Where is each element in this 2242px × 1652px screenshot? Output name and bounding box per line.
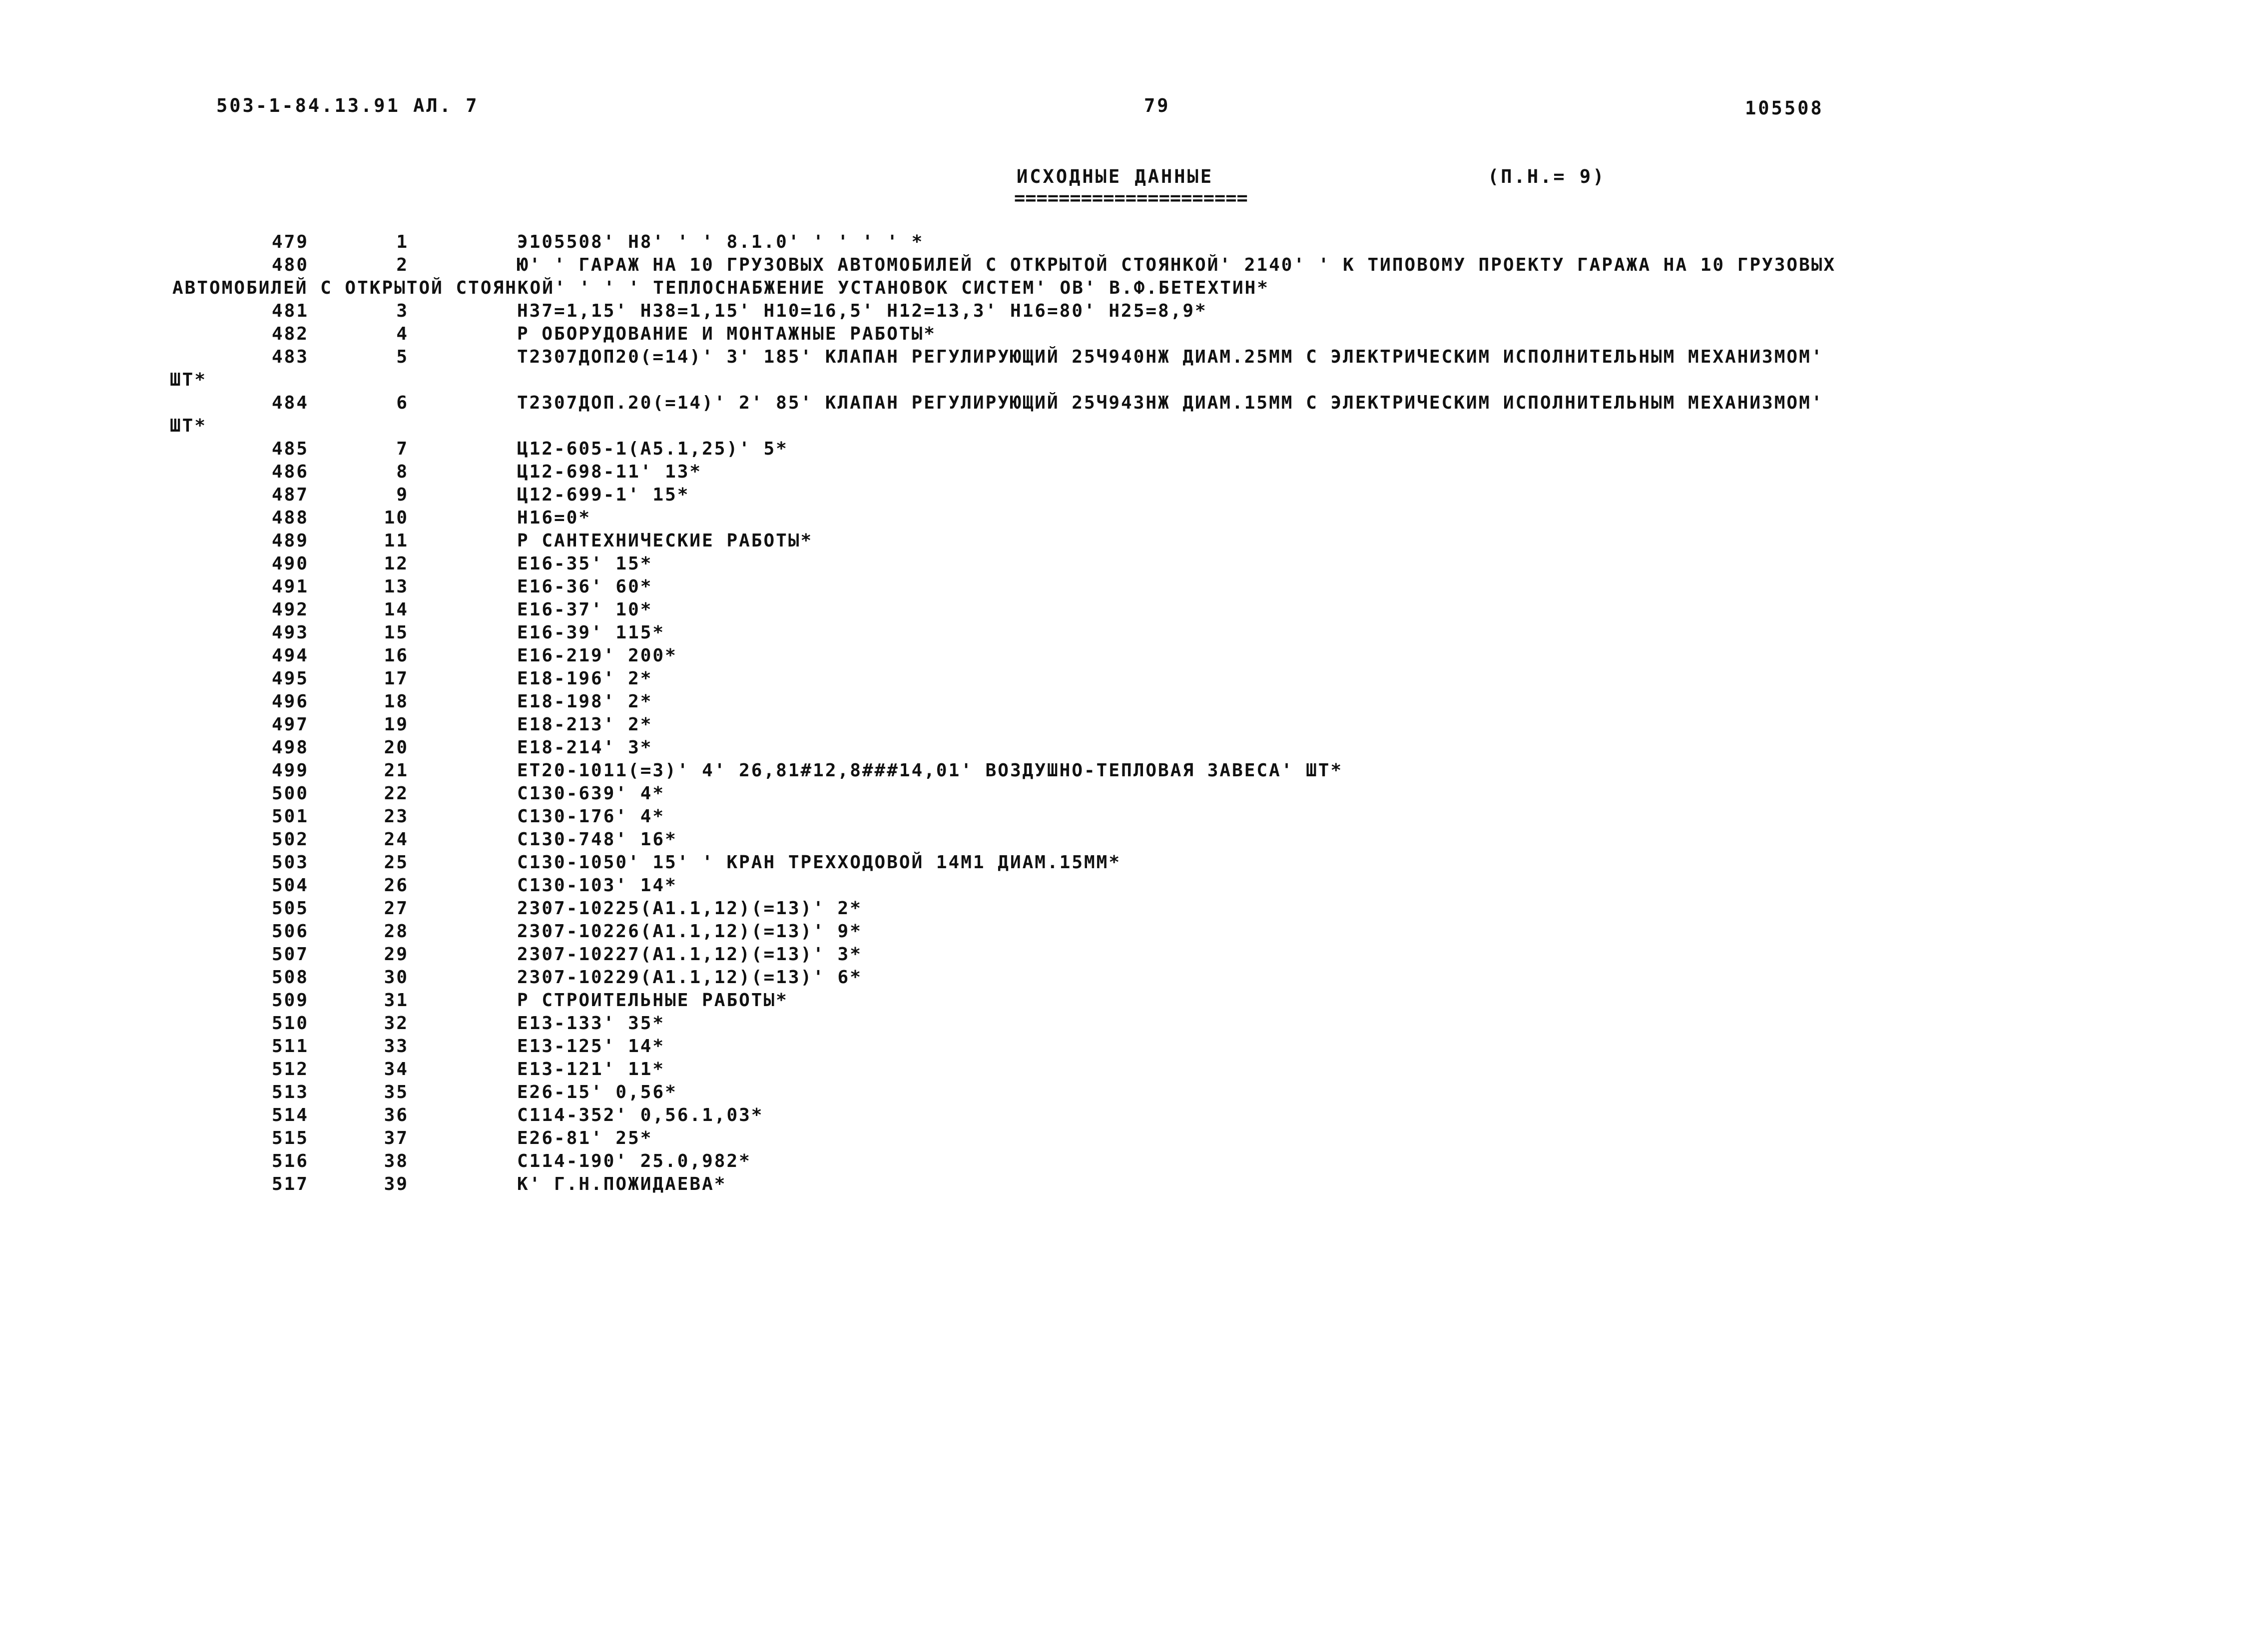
record-text-line: 2307-10225(А1.1,12)(=13)' 2* [517,898,862,919]
record-text [517,1151,751,1171]
listing-row [0,851,2242,874]
listing-row [0,1012,2242,1035]
record-text [517,714,652,735]
sequence-number: 14 [384,599,409,620]
listing-row [0,438,2242,461]
record-continuation: ШТ* [170,370,207,390]
line-number: 499 [271,760,309,781]
sequence-number: 13 [384,576,409,597]
listing-row [0,1127,2242,1150]
listing-row [0,575,2242,598]
record-text [517,737,652,758]
record-text [517,944,862,965]
listing-row [0,598,2242,621]
record-text [517,760,1343,781]
sequence-number: 34 [384,1059,409,1080]
record-text-line: Т2307ДОП20(=14)' 3' 185' КЛАПАН РЕГУЛИРУЮЩИЙ 25Ч940НЖ ДИАМ.25ММ С ЭЛЕКТРИЧЕСКИМ ИСПОЛНИТЕЛЬНЫМ МЕХАНИЗМОМ' [517,347,1824,367]
sequence-number: 10 [384,508,409,528]
record-text [517,691,652,712]
record-text-line: Ц12-698-11' 13* [517,462,702,482]
line-number: 503 [271,852,309,873]
record-text [517,324,936,344]
sequence-number: 26 [384,875,409,896]
line-number: 512 [271,1059,309,1080]
sequence-number: 36 [384,1105,409,1125]
sequence-number: 12 [384,553,409,574]
sequence-number: 3 [396,301,409,321]
listing-row [0,392,2242,438]
line-number: 513 [271,1082,309,1102]
record-text-line: Е16-36' 60* [517,576,653,597]
line-number: 509 [271,990,309,1011]
sequence-number: 7 [396,439,409,459]
record-text [517,783,665,804]
record-text-line: Е13-125' 14* [517,1036,665,1057]
document-number: 105508 [1745,97,1824,119]
record-text [517,1128,652,1148]
record-text-line: Ц12-699-1' 15* [517,485,690,505]
line-number: 495 [271,668,309,689]
listing-row [0,1081,2242,1104]
sequence-number: 16 [384,645,409,666]
record-text [517,829,677,850]
sequence-number: 30 [384,967,409,988]
record-text-line: С130-1050' 15' ' КРАН ТРЕХХОДОВОЙ 14М1 ДИАМ.15ММ* [517,852,1121,873]
line-number: 485 [271,439,309,459]
record-continuation: АВТОМОБИЛЕЙ С ОТКРЫТОЙ СТОЯНКОЙ' ' ' ' ТЕПЛОСНАБЖЕНИЕ УСТАНОВОК СИСТЕМ' ОВ' В.Ф.БЕТЕХТИН* [172,278,1269,298]
record-text [0,347,2242,392]
record-text [517,668,652,689]
record-text [517,990,788,1011]
record-text [517,1082,677,1102]
line-number: 506 [271,921,309,942]
line-number: 487 [271,485,309,505]
sequence-number: 20 [384,737,409,758]
listing-row [0,828,2242,851]
line-number: 498 [271,737,309,758]
record-text [517,875,677,896]
page-number: 79 [1144,95,1170,116]
record-text-line: 2307-10227(А1.1,12)(=13)' 3* [517,944,862,965]
record-text-line: Е13-133' 35* [517,1013,665,1034]
listing-row [0,300,2242,323]
line-number: 514 [271,1105,309,1125]
listing-row [0,874,2242,897]
sequence-number: 6 [396,393,409,413]
sequence-number: 15 [384,622,409,643]
listing-row [0,690,2242,713]
record-text [517,898,862,919]
record-text-line: ЕТ20-1011(=3)' 4' 26,81#12,8###14,01' ВОЗДУШНО-ТЕПЛОВАЯ ЗАВЕСА' ШТ* [517,760,1343,781]
listing-row [0,943,2242,966]
line-number: 505 [271,898,309,919]
sequence-number: 4 [396,324,409,344]
record-text [0,393,2242,438]
listing-row [0,782,2242,805]
record-text-line: Е18-214' 3* [517,737,653,758]
record-text [517,439,788,459]
record-text [517,645,677,666]
listing-row [0,231,2242,254]
page-title: ИСХОДНЫЕ ДАННЫЕ [1017,166,1214,187]
line-number: 481 [271,301,309,321]
line-number: 482 [271,324,309,344]
record-text [517,1105,763,1125]
listing-row [0,759,2242,782]
listing-row [0,989,2242,1012]
listing-row [0,1058,2242,1081]
sequence-number: 31 [384,990,409,1011]
record-text-line: Т2307ДОП.20(=14)' 2' 85' КЛАПАН РЕГУЛИРУЮЩИЙ 25Ч943НЖ ДИАМ.15ММ С ЭЛЕКТРИЧЕСКИМ ИСПОЛНИТЕЛЬНЫМ МЕХАНИЗМОМ' [517,393,1824,413]
record-text-line: С130-748' 16* [517,829,677,850]
record-text [517,508,591,528]
line-number: 489 [271,531,309,551]
record-text [517,967,862,988]
record-text [517,806,665,827]
line-number: 502 [271,829,309,850]
record-text-line: С130-103' 14* [517,875,677,896]
line-number: 501 [271,806,309,827]
record-text [517,1036,665,1057]
listing-row [0,644,2242,667]
listing-row [0,805,2242,828]
record-text-line: Ц12-605-1(А5.1,25)' 5* [517,439,788,459]
line-number: 516 [271,1151,309,1171]
listing-row [0,966,2242,989]
sequence-number: 35 [384,1082,409,1102]
line-number: 496 [271,691,309,712]
listing [0,231,2242,1196]
listing-row [0,323,2242,346]
listing-row [0,1173,2242,1196]
listing-row [0,621,2242,644]
document-code: 503-1-84.13.91 АЛ. 7 [216,95,479,116]
line-number: 507 [271,944,309,965]
record-text [517,622,665,643]
line-number: 488 [271,508,309,528]
sequence-number: 24 [384,829,409,850]
sequence-number: 2 [396,255,409,275]
sequence-number: 29 [384,944,409,965]
sequence-number: 5 [396,347,409,367]
line-number: 504 [271,875,309,896]
record-text [517,232,924,252]
record-text-line: Н37=1,15' Н38=1,15' Н10=16,5' Н12=13,3' Н16=80' Н25=8,9* [517,301,1207,321]
listing-row [0,713,2242,736]
record-text-line: С130-639' 4* [517,783,665,804]
sequence-number: 1 [396,232,409,252]
line-number: 497 [271,714,309,735]
listing-row [0,897,2242,920]
listing-row [0,1104,2242,1127]
record-text-line: Р ОБОРУДОВАНИЕ И МОНТАЖНЫЕ РАБОТЫ* [517,324,936,344]
listing-row [0,484,2242,507]
record-text-line: Е26-81' 25* [517,1128,653,1148]
sequence-number: 19 [384,714,409,735]
sequence-number: 39 [384,1174,409,1194]
record-text [517,599,652,620]
line-number: 492 [271,599,309,620]
record-text [517,1059,665,1080]
sequence-number: 38 [384,1151,409,1171]
listing-row [0,1035,2242,1058]
record-text-line: 2307-10226(А1.1,12)(=13)' 9* [517,921,862,942]
record-text [517,921,862,942]
sequence-number: 21 [384,760,409,781]
line-number: 511 [271,1036,309,1057]
listing-row [0,507,2242,530]
record-text [517,485,689,505]
record-text-line: Е13-121' 11* [517,1059,665,1080]
sequence-number: 28 [384,921,409,942]
sequence-number: 33 [384,1036,409,1057]
line-number: 510 [271,1013,309,1034]
record-text [517,1013,665,1034]
listing-row [0,552,2242,575]
line-number: 515 [271,1128,309,1148]
record-text-line: Э105508' Н8' ' ' 8.1.0' ' ' ' ' * [517,232,924,252]
record-text-line: Е16-39' 115* [517,622,665,643]
record-text-line: Ю' ' ГАРАЖ НА 10 ГРУЗОВЫХ АВТОМОБИЛЕЙ С ОТКРЫТОЙ СТОЯНКОЙ' 2140' ' К ТИПОВОМУ ПРОЕКТУ ГАРАЖА НА 10 ГРУЗОВЫХ [517,255,1836,275]
record-text [517,1174,726,1194]
line-number: 491 [271,576,309,597]
listing-row [0,530,2242,552]
record-continuation: ШТ* [170,416,207,436]
sequence-number: 8 [396,462,409,482]
sequence-number: 17 [384,668,409,689]
record-text-line: 2307-10229(А1.1,12)(=13)' 6* [517,967,862,988]
line-number: 480 [271,255,309,275]
line-number: 508 [271,967,309,988]
record-text-line: Е18-213' 2* [517,714,653,735]
sequence-number: 9 [396,485,409,505]
record-text [517,553,652,574]
record-text [517,462,702,482]
listing-row [0,461,2242,484]
sequence-number: 11 [384,531,409,551]
record-text-line: Е16-35' 15* [517,553,653,574]
record-text-line: Е16-219' 200* [517,645,677,666]
listing-row [0,254,2242,300]
line-number: 494 [271,645,309,666]
record-text-line: Р СТРОИТЕЛЬНЫЕ РАБОТЫ* [517,990,788,1011]
sequence-number: 18 [384,691,409,712]
line-number: 490 [271,553,309,574]
record-text [517,301,1207,321]
line-number: 486 [271,462,309,482]
record-text-line: Е26-15' 0,56* [517,1082,677,1102]
record-text-line: С130-176' 4* [517,806,665,827]
record-text-line: Н16=0* [517,508,591,528]
listing-row [0,1150,2242,1173]
listing-row [0,346,2242,392]
record-text-line: Р САНТЕХНИЧЕСКИЕ РАБОТЫ* [517,531,813,551]
sequence-number: 27 [384,898,409,919]
sequence-number: 23 [384,806,409,827]
line-number: 517 [271,1174,309,1194]
page-parameter: (П.Н.= 9) [1488,166,1606,187]
record-text [0,255,2242,300]
record-text-line: С114-352' 0,56.1,03* [517,1105,764,1125]
record-text [517,576,652,597]
sequence-number: 37 [384,1128,409,1148]
record-text-line: С114-190' 25.0,982* [517,1151,751,1171]
line-number: 479 [271,232,309,252]
record-text-line: Е18-196' 2* [517,668,653,689]
record-text-line: Е16-37' 10* [517,599,653,620]
record-text [517,531,813,551]
record-text-line: Е18-198' 2* [517,691,653,712]
line-number: 484 [271,393,309,413]
line-number: 500 [271,783,309,804]
listing-row [0,736,2242,759]
sequence-number: 32 [384,1013,409,1034]
record-text [517,852,1121,873]
sequence-number: 25 [384,852,409,873]
line-number: 493 [271,622,309,643]
record-text-line: К' Г.Н.ПОЖИДАЕВА* [517,1174,727,1194]
listing-row [0,920,2242,943]
line-number: 483 [271,347,309,367]
title-underline: ===================== [1014,187,1248,209]
listing-row [0,667,2242,690]
sequence-number: 22 [384,783,409,804]
